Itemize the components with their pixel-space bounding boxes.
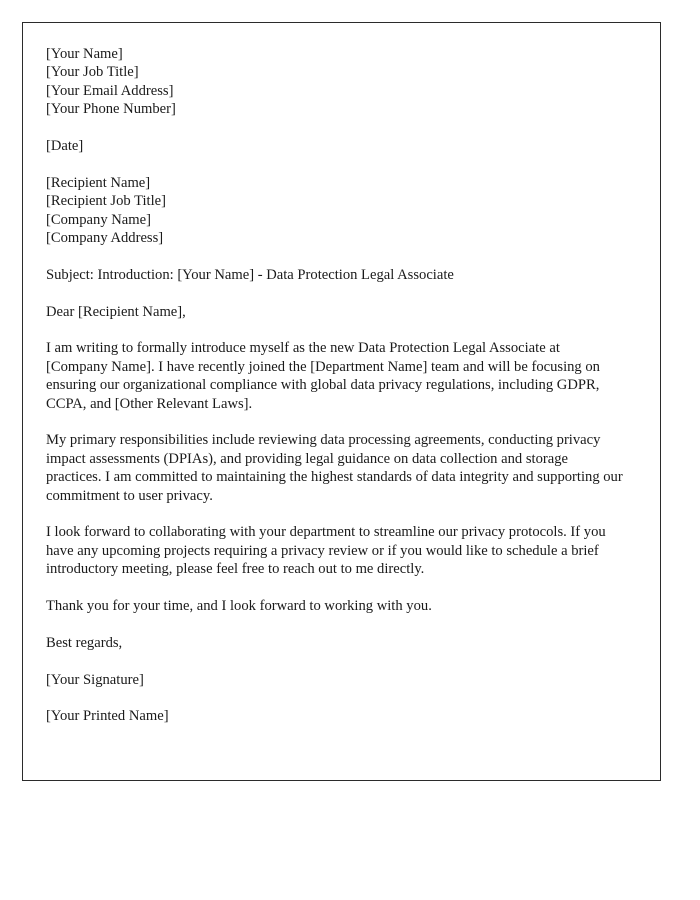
subject-block <box>46 266 624 284</box>
paragraph-text: My primary responsibilities include reviewing data processing agreements, conducting privacy impact assessments (DPIAs), and providing legal guidance on data collection and storage practices. I am committed to maintaining the highest standards of data integrity and supporting our commitment to user privacy. <box>46 432 623 504</box>
sender-name: [Your Name] <box>46 46 123 62</box>
printed-name-block <box>46 707 624 725</box>
subject-line: Subject: Introduction: [Your Name] - Data Protection Legal Associate <box>46 266 454 283</box>
paragraph-text: I look forward to collaborating with your department to streamline our privacy protocols. If you have any upcoming projects requiring a privacy review or if you would like to schedule a brief introductory meeting, please feel free to reach out to me directly. <box>46 524 606 578</box>
sender-email: [Your Email Address] <box>46 82 174 99</box>
salutation-block <box>46 303 624 321</box>
recipient-name: [Recipient Name] <box>46 174 151 191</box>
recipient-company-address: [Company Address] <box>46 230 164 247</box>
sender-job-title: [Your Job Title] <box>46 64 139 81</box>
body-paragraph-2 <box>46 431 624 505</box>
recipient-address-block <box>46 174 624 248</box>
recipient-company-name: [Company Name] <box>46 211 151 228</box>
body-paragraph-4 <box>46 597 624 615</box>
body-paragraph-3 <box>46 523 624 578</box>
paragraph-text: I am writing to formally introduce myself as the new Data Protection Legal Associate at [Company Name]. I have recently joined the [Department Name] team and will be focusing on ensuring our organizational compliance with global data privacy regulations, including GDPR, CCPA, and [Other Relevant Laws]. <box>46 340 600 412</box>
closing-line: Best regards, <box>46 634 123 651</box>
sender-address-block <box>46 45 624 119</box>
salutation-line: Dear [Recipient Name], <box>46 303 186 320</box>
paragraph-text: Thank you for your time, and I look forward to working with you. <box>46 598 432 615</box>
recipient-job-title: [Recipient Job Title] <box>46 193 166 210</box>
signature-block <box>46 671 624 689</box>
sender-phone: [Your Phone Number] <box>46 101 176 118</box>
signature-line: [Your Signature] <box>46 671 144 688</box>
printed-name-line: [Your Printed Name] <box>46 708 169 725</box>
date-line: [Date] <box>46 138 84 155</box>
letter-page <box>22 22 661 781</box>
date-block <box>46 137 624 155</box>
letter-content <box>46 45 624 726</box>
body-paragraph-1 <box>46 339 624 413</box>
closing-block <box>46 634 624 652</box>
